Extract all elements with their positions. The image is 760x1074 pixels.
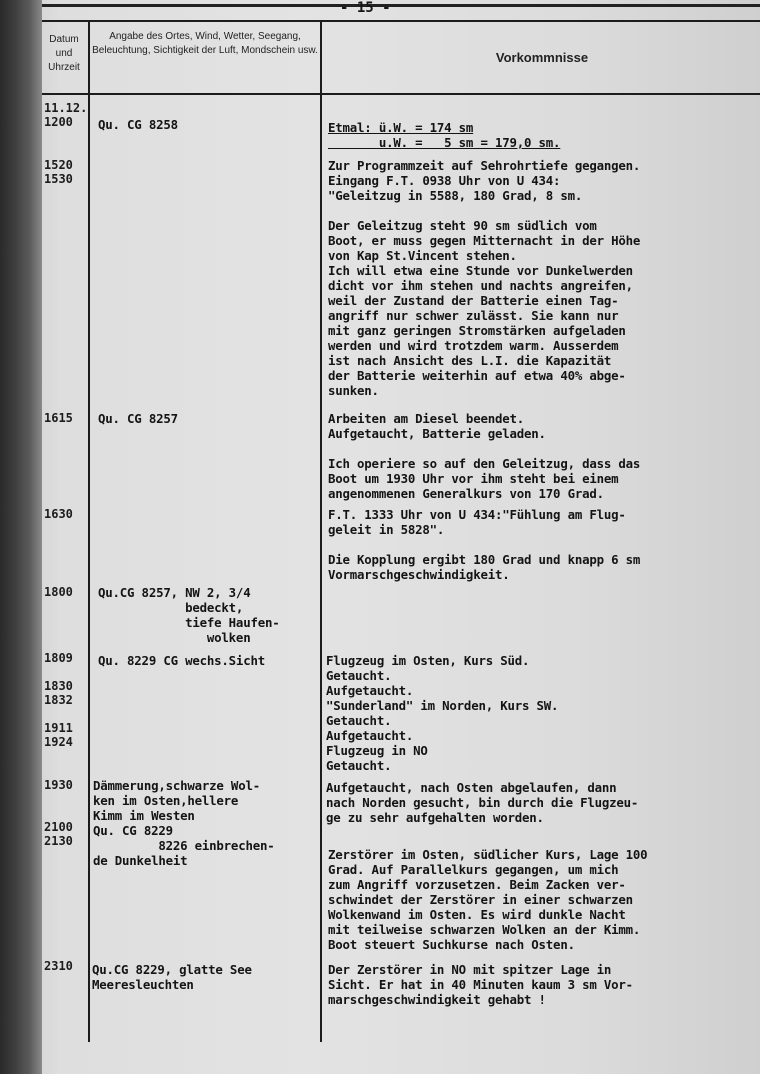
place-cell: Qu.CG 8257, NW 2, 3/4 bedeckt, tiefe Haufen- wolken [98, 585, 280, 645]
column-divider-1 [88, 20, 90, 1042]
column-divider-2 [320, 20, 322, 1042]
header-events: Vorkommnisse [495, 50, 589, 65]
header-top-rule [42, 20, 760, 22]
time-cell: 11.12. 1200 [44, 101, 88, 129]
events-cell: Arbeiten am Diesel beendet. Aufgetaucht, Batterie geladen. Ich operiere so auf den Geleitzug, dass das Boot um 1930 Uhr vor ihm steht bei einem angenommenen Generalkurs von 170 Grad. [328, 411, 641, 501]
events-cell: Der Zerstörer in NO mit spitzer Lage in Sicht. Er hat in 40 Minuten kaum 3 sm Vor- marschgeschwindigkeit gehabt ! [328, 962, 633, 1007]
time-cell: 1520 1530 [44, 158, 73, 186]
page-number: - 15 - [340, 0, 391, 16]
events-cell: Zur Programmzeit auf Sehrohrtiefe gegangen. Eingang F.T. 0938 Uhr von U 434: "Geleitzug in 5588, 180 Grad, 8 sm. Der Geleitzug steht 90 sm südlich vom Boot, er muss gegen Mitternacht in der Höhe von Kap St.Vincent stehen. Ich will etwa eine Stunde vor Dunkelwerden dicht vor ihm stehen und nachts angreifen, weil der Zustand der Batterie einen Tag- angriff nur schwer zulässt. Sie kann nur mit ganz geringen Stromstärken aufgeladen werden und wird trotzdem warm. Ausserdem ist nach Ansicht des L.I. die Kapazität der Batterie weiterhin auf etwa 40% abge- sunken. [328, 158, 641, 398]
time-cell: 2310 [44, 959, 73, 973]
events-cell: F.T. 1333 Uhr von U 434:"Fühlung am Flug- geleit in 5828". Die Kopplung ergibt 180 Grad und knapp 6 sm Vormarschgeschwindigkeit. [328, 507, 641, 582]
place-cell: Qu.CG 8229, glatte See Meeresleuchten [92, 962, 252, 992]
time-cell: 1809 1830 1832 1911 1924 [44, 651, 73, 749]
time-cell: 1930 2100 2130 [44, 778, 73, 848]
header-place-weather: Angabe des Ortes, Wind, Wetter, Seegang, Beleuchtung, Sichtigkeit der Luft, Mondschein usw. [92, 31, 318, 56]
events-cell: Aufgetaucht, nach Osten abgelaufen, dann nach Norden gesucht, bin durch die Flugzeu- ge zu sehr aufgehalten worden. [326, 780, 639, 825]
place-cell: Qu. CG 8258 [98, 117, 178, 132]
time-cell: 1800 [44, 585, 73, 599]
binding-shadow [0, 0, 42, 1074]
time-cell: 1615 [44, 411, 73, 425]
top-rule [42, 4, 760, 7]
header-date-time: Datum und Uhrzeit [48, 34, 80, 73]
events-cell: Flugzeug im Osten, Kurs Süd. Getaucht. Aufgetaucht. "Sunderland" im Norden, Kurs SW. Getaucht. Aufgetaucht. Flugzeug in NO Getaucht. [326, 653, 559, 773]
events-cell: Etmal: ü.W. = 174 sm u.W. = 5 sm = 179,0 sm. [328, 120, 561, 150]
place-cell: Dämmerung,schwarze Wol- ken im Osten,hellere Kimm im Westen Qu. CG 8229 8226 einbrechen- de Dunkelheit [93, 778, 275, 868]
place-cell: Qu. 8229 CG wechs.Sicht [98, 653, 265, 668]
place-cell: Qu. CG 8257 [98, 411, 178, 426]
header-bottom-rule [42, 93, 760, 95]
time-cell: 1630 [44, 507, 73, 521]
events-cell: Zerstörer im Osten, südlicher Kurs, Lage 100 Grad. Auf Parallelkurs gegangen, um mich zum Angriff vorzusetzen. Beim Zacken ver- schwindet der Zerstörer in einer schwarzen Wolkenwand im Osten. Es wird dunkle Nacht mit teilweise schwarzen Wolken an der Kimm. Boot steuert Suchkurse nach Osten. [328, 847, 648, 952]
